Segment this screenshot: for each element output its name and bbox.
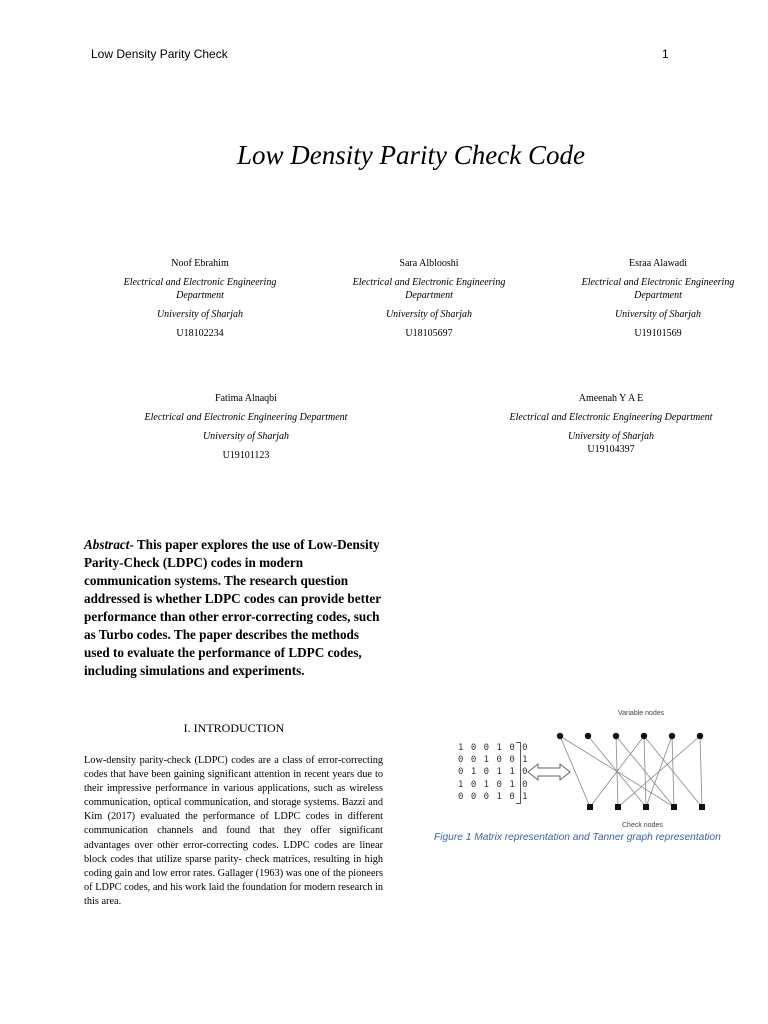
author-id: U18105697 bbox=[405, 328, 453, 339]
tanner-edge bbox=[616, 736, 674, 807]
author-id: U19101123 bbox=[222, 450, 270, 461]
author-department: Electrical and Electronic Engineering Department bbox=[144, 412, 348, 423]
tanner-edge bbox=[560, 736, 590, 807]
author-id: U19104397 bbox=[587, 444, 635, 455]
author-name: Noof Ebrahim bbox=[171, 258, 229, 269]
check-node bbox=[587, 804, 593, 810]
author-department: Electrical and Electronic Engineering Department bbox=[352, 277, 506, 301]
matrix-row: 1 0 0 1 0 0 bbox=[458, 743, 529, 753]
author-block bbox=[562, 257, 754, 340]
abstract-lead: Abstract bbox=[84, 537, 130, 552]
author-university: University of Sharjah bbox=[202, 431, 290, 442]
author-block bbox=[482, 392, 740, 456]
double-arrow-icon bbox=[528, 764, 570, 780]
author-block bbox=[333, 257, 525, 340]
tanner-edge bbox=[700, 736, 702, 807]
matrix-row: 1 0 1 0 1 0 bbox=[458, 779, 529, 790]
check-nodes-label: Check nodes bbox=[622, 822, 663, 829]
figure-caption: Figure 1 Matrix representation and Tanner graph representation bbox=[434, 832, 721, 843]
variable-node bbox=[613, 733, 619, 739]
paper-title: Low Density Parity Check Code bbox=[237, 140, 585, 170]
figure-1 bbox=[420, 706, 740, 856]
variable-node bbox=[585, 733, 591, 739]
author-name: Ameenah Y A E bbox=[578, 393, 644, 404]
author-department: Electrical and Electronic Engineering Department bbox=[123, 277, 277, 301]
variable-node bbox=[669, 733, 675, 739]
author-name: Esraa Alawadi bbox=[628, 258, 688, 269]
author-university: University of Sharjah bbox=[614, 309, 702, 320]
author-id: U19101569 bbox=[634, 328, 682, 339]
section-heading: I. INTRODUCTION bbox=[183, 721, 285, 735]
tanner-edge bbox=[560, 736, 674, 807]
author-block bbox=[104, 257, 296, 340]
author-name: Sara Alblooshi bbox=[399, 258, 459, 269]
tanner-graph bbox=[420, 706, 740, 831]
matrix-row: 0 1 0 1 1 0 bbox=[458, 767, 529, 778]
page-number: 1 bbox=[662, 47, 669, 61]
tanner-edge bbox=[646, 736, 672, 807]
author-id: U18102234 bbox=[176, 328, 224, 339]
check-node bbox=[699, 804, 705, 810]
author-department: Electrical and Electronic Engineering Department bbox=[509, 412, 713, 423]
section-body: Low-density parity-check (LDPC) codes are a class of error-correcting codes that have been gaining significant attention in recent years due to their impressive performance in various applications, such as wireless communication, optical communication, and storage systems. Bazzi and Kim (2017) evaluated the performance of LDPC codes in different communication channels and found that they offer significant advantages over other error-correcting codes. LDPC codes are linear block codes that utilize sparse parity- check matrices, resulting in high coding gain and low error rates. Gallager (1963) was one of the pioneers of LDPC codes, and his work laid the foundation for modern research in this area. bbox=[84, 755, 383, 907]
matrix-row: 0 0 1 0 0 1 bbox=[458, 755, 529, 766]
tanner-edge bbox=[644, 736, 702, 807]
check-node bbox=[643, 804, 649, 810]
matrix-row: 0 0 0 1 0 1 bbox=[458, 791, 529, 802]
author-block bbox=[118, 392, 374, 462]
author-department: Electrical and Electronic Engineering Department bbox=[581, 277, 735, 301]
variable-nodes-label: Variable nodes bbox=[618, 710, 665, 717]
author-university: University of Sharjah bbox=[567, 431, 655, 442]
abstract-text: - This paper explores the use of Low-Density Parity-Check (LDPC) codes in modern communication systems. The research question addressed is whether LDPC codes can provide better performance than other error-correcting codes, such as Turbo codes. The paper describes the methods used to evaluate the performance of LDPC codes, including simulations and experiments. bbox=[84, 537, 381, 678]
variable-node bbox=[557, 733, 563, 739]
variable-node bbox=[697, 733, 703, 739]
abstract bbox=[84, 536, 384, 680]
variable-node bbox=[641, 733, 647, 739]
author-university: University of Sharjah bbox=[156, 309, 244, 320]
check-node bbox=[615, 804, 621, 810]
running-header-title: Low Density Parity Check bbox=[91, 47, 228, 61]
check-node bbox=[671, 804, 677, 810]
author-name: Fatima Alnaqbi bbox=[215, 393, 277, 404]
author-university: University of Sharjah bbox=[385, 309, 473, 320]
